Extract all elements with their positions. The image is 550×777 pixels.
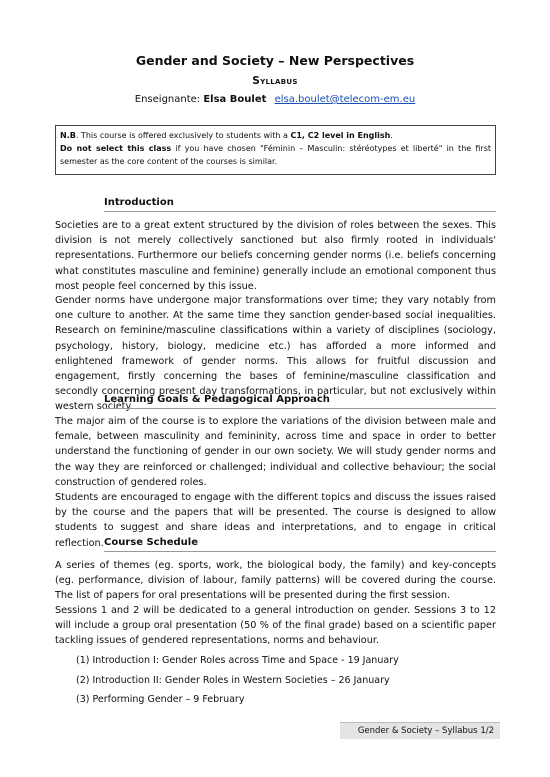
notice-line-2 [60,142,491,168]
notice-end: . [390,131,393,140]
introduction-paragraph-2: Gender norms have undergone major transformations over time; they vary notably from one culture to another. At the same time they sanction gender-based social inequalities. Research on feminine/masculine classifications within a variety of disciplines (sociology, psychology, history, biology, medicine etc.) has afforded a more informed and enlightened framework of gender norms. This allows for fruitful discussion and engagement, firstly concerning the bases of feminine/masculine classification and secondly concerning present day transformations, in particular, but not exclusively within western society. [55,295,496,413]
introduction-heading: Introduction [104,197,496,212]
notice-level: C1, C2 level in English [290,131,391,140]
nb-label: N.B [60,131,76,140]
page-footer: Gender & Society – Syllabus 1/2 [340,722,500,739]
learning-goals-paragraph-2: Students are encouraged to engage with the different topics and discuss the issues raised by the course and the papers that will be presented. The course is designed to allow students to suggest and share ideas and interpretations, and to engage in critical reflection. [55,492,496,549]
learning-goals-heading: Learning Goals & Pedagogical Approach [104,394,496,409]
schedule-item: (2) Introduction II: Gender Roles in Western Societies – 26 January [76,675,390,686]
schedule-item: (3) Performing Gender – 9 February [76,694,245,705]
learning-goals-paragraph-1: The major aim of the course is to explore the variations of the division between male and female, between masculinity and femininity, across time and space in order to better understand the functioning of gender in our own society. We will study gender norms and the way they are reinforced or challenged; individual and collective behaviour; the social construction of gendered roles. [55,416,496,488]
document-subtitle: Syllabus [252,75,298,87]
teacher-label: Enseignante: [134,94,201,105]
notice-warning: Do not select this class [60,144,172,153]
course-schedule-heading: Course Schedule [104,537,496,552]
course-schedule-paragraph-1: A series of themes (eg. sports, work, the biological body, the family) and key-concepts (eg. performance, division of labour, family patterns) will be covered during the course. The list of papers for oral presentations will be presented during the first session. [55,560,496,602]
notice-text-2: if you have chosen "Féminin – Masculin: stéréotypes et liberté" in the first semester as the core content of the courses is similar. [60,144,491,166]
notice-box [55,125,496,175]
teacher-name: Elsa Boulet [203,94,267,105]
document-title: Gender and Society – New Perspectives [135,53,415,68]
teacher-email-link[interactable]: elsa.boulet@telecom-em.eu [274,94,416,105]
notice-text-1: . This course is offered exclusively to students with a [75,131,291,140]
course-schedule-paragraph-2: Sessions 1 and 2 will be dedicated to a general introduction on gender. Sessions 3 to 12 will include a group oral presentation (50 % of the final grade) based on a scientific paper tackling issues of gendered representations, norms and behaviour. [55,605,496,647]
introduction-paragraph-1: Societies are to a great extent structured by the division of roles between the sexes. This division is not merely collectively sanctioned but also firmly rooted in individuals' representations. Furthermore our beliefs concerning gender norms (i.e. beliefs concerning what constitutes masculine and feminine) generally include an emotional component thus most people feel concerned by this issue. [55,220,496,292]
notice-line-1 [60,129,491,142]
schedule-item: (1) Introduction I: Gender Roles across Time and Space - 19 January [76,655,399,666]
teacher-line [0,94,550,105]
